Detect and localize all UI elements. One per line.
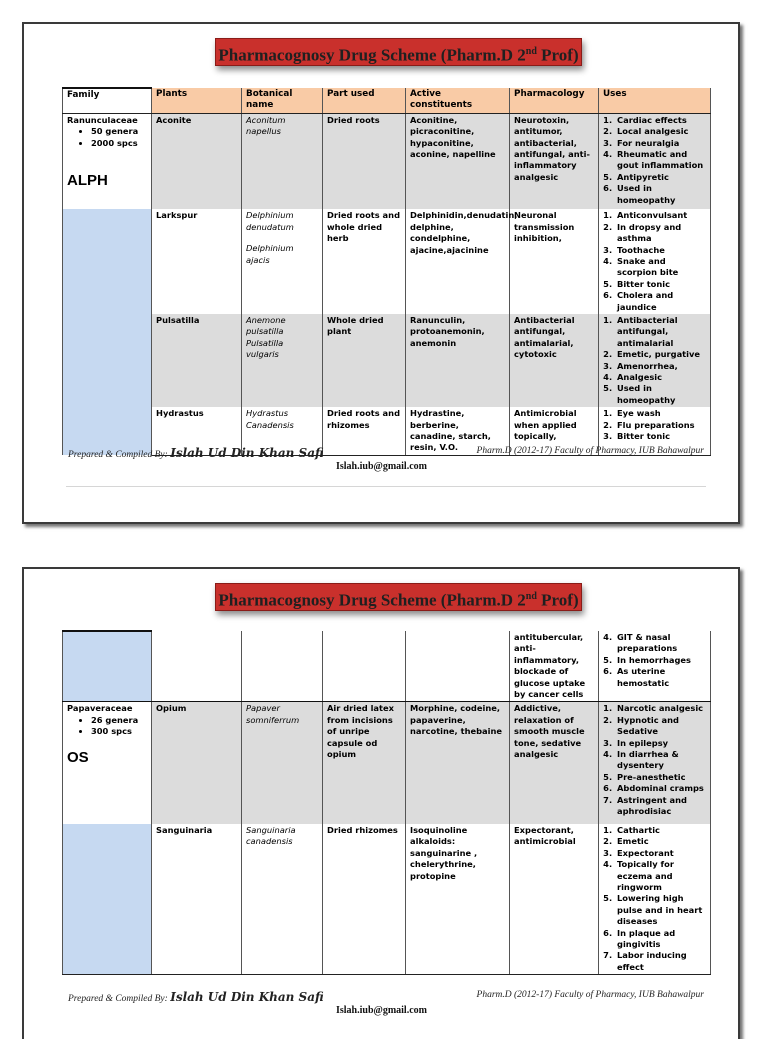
uses-cell	[599, 824, 711, 975]
family-blue-cell	[63, 824, 152, 975]
family-cell	[63, 113, 152, 209]
pharmacology: Addictive, relaxation of smooth muscle tone, sedative analgesic	[510, 702, 599, 824]
part-used: Whole dried plant	[323, 314, 406, 407]
author-signature: Islah Ud Din Khan Safi	[170, 446, 324, 460]
pharmacology: Expectorant, antimicrobial	[510, 824, 599, 975]
use-item: 6. Cholera and jaundice	[615, 290, 706, 313]
header-active-constituents: Active constituents	[406, 88, 510, 113]
active-constituents: Ranunculin, protoanemonin, anemonin	[406, 314, 510, 407]
part-used: Dried rhizomes	[323, 824, 406, 975]
family-genera: • 50 genera	[91, 126, 147, 137]
table-row	[63, 113, 711, 209]
botanical-name-primary: Delphinium denudatum	[246, 210, 294, 232]
header-botanical-name: Botanical name	[242, 88, 323, 113]
use-item: 3. Bitter tonic	[615, 431, 706, 442]
use-item: 1. Antibacterial antifungal, antimalarial	[615, 315, 706, 349]
footer	[68, 446, 704, 460]
botanical-name	[242, 209, 323, 314]
uses-list	[603, 703, 706, 817]
use-item: 1. Cathartic	[615, 825, 706, 836]
use-item: 5. Antipyretic	[615, 172, 706, 183]
title-banner	[215, 38, 582, 66]
pharmacology: Neurotoxin, antitumor, antibacterial, antifungal, anti-inflammatory analgesic	[510, 113, 599, 209]
plant-name: Larkspur	[152, 209, 242, 314]
uses-cell	[599, 209, 711, 314]
use-item: 3. Amenorrhea,	[615, 361, 706, 372]
uses-cell	[599, 702, 711, 824]
footer	[68, 990, 704, 1004]
use-item: 3. Toothache	[615, 245, 706, 256]
footer-divider	[66, 486, 706, 487]
family-species: • 2000 spcs	[91, 138, 147, 149]
uses-cell	[599, 631, 711, 702]
uses-list	[603, 825, 706, 973]
use-item: 5. Lowering high pulse and in heart diseases	[615, 893, 706, 927]
family-stats	[67, 126, 147, 149]
uses-cell	[599, 113, 711, 209]
use-item: 6. Used in homeopathy	[615, 183, 706, 206]
header-row	[63, 88, 711, 113]
title-superscript: nd	[525, 46, 537, 57]
use-item: 3. Expectorant	[615, 848, 706, 859]
use-item: 7. Labor inducing effect	[615, 950, 706, 973]
title-banner	[215, 583, 582, 611]
use-item: 5. Bitter tonic	[615, 279, 706, 290]
botanical-name: Aconitum napellus	[242, 113, 323, 209]
author-signature: Islah Ud Din Khan Safi	[170, 990, 324, 1004]
use-item: 4. Analgesic	[615, 372, 706, 383]
uses-list	[603, 408, 706, 442]
use-item: 3. In epilepsy	[615, 738, 706, 749]
family-tag: ALPH	[67, 172, 108, 190]
use-item: 5. Pre-anesthetic	[615, 772, 706, 783]
header-pharmacology: Pharmacology	[510, 88, 599, 113]
title-superscript: nd	[525, 591, 537, 602]
uses-list	[603, 210, 706, 313]
use-item: 4. Snake and scorpion bite	[615, 256, 706, 279]
affiliation: Pharm.D (2012-17) Faculty of Pharmacy, IUB Bahawalpur	[476, 446, 704, 456]
family-name: Ranunculaceae	[67, 114, 138, 125]
header-family: Family	[63, 88, 152, 113]
document-page-2	[22, 567, 740, 1039]
header-uses: Uses	[599, 88, 711, 113]
part-used: Dried roots and rhizomes	[323, 407, 406, 455]
botanical-name: Anemone pulsatilla Pulsatilla vulgaris	[242, 314, 323, 407]
use-item: 5. In hemorrhages	[615, 655, 706, 666]
use-item: 2. Hypnotic and Sedative	[615, 715, 706, 738]
family-blue-cell	[63, 631, 152, 702]
botanical-name: Sanguinaria canadensis	[242, 824, 323, 975]
family-cell	[63, 702, 152, 824]
empty-cell	[323, 631, 406, 702]
use-item: 1. Eye wash	[615, 408, 706, 419]
use-item: 4. Topically for eczema and ringworm	[615, 859, 706, 893]
active-constituents: Delphinidin,denudatin, delphine, condelphine, ajacine,ajacinine	[406, 209, 510, 314]
family-species: • 300 spcs	[91, 726, 147, 737]
table-row	[63, 314, 711, 407]
family-stats	[67, 715, 147, 738]
part-used: Dried roots and whole dried herb	[323, 209, 406, 314]
use-item: 6. Abdominal cramps	[615, 783, 706, 794]
table-row	[63, 824, 711, 975]
document-page-1	[22, 22, 740, 524]
pharmacology: Neuronal transmission inhibition,	[510, 209, 599, 314]
use-item: 2. Local analgesic	[615, 126, 706, 137]
uses-list	[603, 632, 706, 689]
drug-scheme-table	[62, 87, 711, 456]
use-item: 2. Flu preparations	[615, 420, 706, 431]
use-item: 6. As uterine hemostatic	[615, 666, 706, 689]
active-constituents: Morphine, codeine, papaverine, narcotine, thebaine	[406, 702, 510, 824]
use-item: 4. In diarrhea & dysentery	[615, 749, 706, 772]
part-used: Air dried latex from incisions of unripe capsule od opium	[323, 702, 406, 824]
use-item: 2. Emetic, purgative	[615, 349, 706, 360]
title-text: Pharmacognosy Drug Scheme (Pharm.D 2	[218, 45, 526, 65]
plant-name: Sanguinaria	[152, 824, 242, 975]
family-name: Papaveraceae	[67, 703, 133, 714]
author-email: Islah.iub@gmail.com	[336, 461, 427, 472]
title-suffix: Prof)	[536, 45, 579, 65]
plant-name: Opium	[152, 702, 242, 824]
prepared-label: Prepared & Compiled By:	[68, 994, 168, 1004]
use-item: 3. For neuralgia	[615, 138, 706, 149]
botanical-name-secondary: Delphinium ajacis	[246, 243, 294, 265]
author-email: Islah.iub@gmail.com	[336, 1005, 427, 1016]
use-item: 1. Narcotic analgesic	[615, 703, 706, 714]
botanical-name: Hydrastus Canadensis	[242, 407, 323, 455]
table-row	[63, 209, 711, 314]
family-genera: • 26 genera	[91, 715, 147, 726]
title-text: Pharmacognosy Drug Scheme (Pharm.D 2	[218, 590, 526, 610]
drug-scheme-table	[62, 630, 711, 975]
prepared-label: Prepared & Compiled By:	[68, 450, 168, 460]
use-item: 5. Used in homeopathy	[615, 383, 706, 406]
pharmacology: antitubercular, anti-inflammatory, blockade of glucose uptake by cancer cells	[510, 631, 599, 702]
pharmacology: Antibacterial antifungal, antimalarial, cytotoxic	[510, 314, 599, 407]
plant-name: Pulsatilla	[152, 314, 242, 407]
family-tag: OS	[67, 748, 89, 766]
active-constituents: Isoquinoline alkaloids: sanguinarine , chelerythrine, protopine	[406, 824, 510, 975]
affiliation: Pharm.D (2012-17) Faculty of Pharmacy, IUB Bahawalpur	[476, 990, 704, 1000]
plant-name: Aconite	[152, 113, 242, 209]
empty-cell	[406, 631, 510, 702]
uses-cell	[599, 314, 711, 407]
use-item: 4. GIT & nasal preparations	[615, 632, 706, 655]
botanical-name: Papaver somniferrum	[242, 702, 323, 824]
use-item: 4. Rheumatic and gout inflammation	[615, 149, 706, 172]
active-constituents: Aconitine, picraconitine, hypaconitine, aconine, napelline	[406, 113, 510, 209]
use-item: 1. Anticonvulsant	[615, 210, 706, 221]
pharmacology: Antimicrobial when applied topically,	[510, 407, 599, 455]
use-item: 2. In dropsy and asthma	[615, 222, 706, 245]
header-plants: Plants	[152, 88, 242, 113]
active-constituents: Hydrastine, berberine, canadine, starch, resin, V.O.	[406, 407, 510, 455]
uses-list	[603, 115, 706, 206]
plant-name: Hydrastus	[152, 407, 242, 455]
use-item: 6. In plaque ad gingivitis	[615, 928, 706, 951]
empty-cell	[242, 631, 323, 702]
use-item: 7. Astringent and aphrodisiac	[615, 795, 706, 818]
table-row	[63, 702, 711, 824]
header-part-used: Part used	[323, 88, 406, 113]
part-used: Dried roots	[323, 113, 406, 209]
use-item: 1. Cardiac effects	[615, 115, 706, 126]
uses-list	[603, 315, 706, 406]
use-item: 2. Emetic	[615, 836, 706, 847]
empty-cell	[152, 631, 242, 702]
continuation-row	[63, 631, 711, 702]
title-suffix: Prof)	[536, 590, 579, 610]
family-blue-cell	[63, 209, 152, 455]
